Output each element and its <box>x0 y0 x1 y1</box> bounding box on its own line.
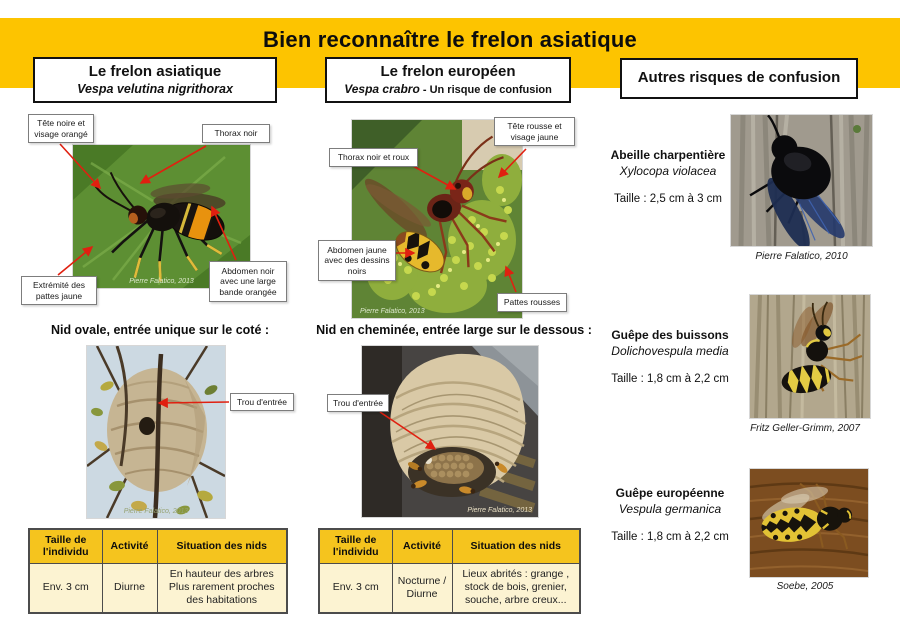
europeen-subtitle <box>344 82 552 98</box>
species-latin: Vespula germanica <box>618 501 722 516</box>
bush-wasp-illustration <box>750 295 870 418</box>
euro-situation: Lieux abrités : grange , stock de bois, grenier, souche, arbre creux... <box>452 563 580 613</box>
page-title: Bien reconnaître le frelon asiatique <box>263 27 637 52</box>
german-wasp-photo <box>750 469 868 577</box>
european-hornet-photo-credit: Pierre Falatico, 2013 <box>360 308 425 315</box>
callout-thorax-noir: Thorax noir <box>202 124 270 143</box>
europeen-subtitle-note: Un risque de confusion <box>429 83 552 96</box>
species-latin: Xylocopa violacea <box>619 163 717 178</box>
species-name: Guêpe des buissons <box>611 328 729 342</box>
callout-pattes-jaune: Extrémité des pattes jaune <box>21 276 97 305</box>
asian-nest-photo-credit: Pierre Falatico, 2013 <box>123 508 189 515</box>
carpenter-bee-photo <box>731 115 872 246</box>
euro-taille: Env. 3 cm <box>319 563 392 613</box>
asian-nest-heading: Nid ovale, entrée unique sur le coté : <box>50 323 270 337</box>
bush-wasp-credit: Fritz Geller-Grimm, 2007 <box>750 423 860 434</box>
header-autres-risques <box>620 58 858 99</box>
carpenter-bee-illustration <box>731 115 872 246</box>
callout-trou-entree-asia: Trou d'entrée <box>230 393 294 411</box>
europeen-title: Le frelon européen <box>380 62 516 80</box>
asian-nest-photo <box>87 346 225 518</box>
asian-nest-illustration <box>87 346 225 518</box>
asia-taille: Env. 3 cm <box>29 563 102 613</box>
species-guepe-europeenne <box>602 486 738 545</box>
species-size: Taille : 1,8 cm à 2,2 cm <box>611 373 729 386</box>
european-nest-heading: Nid en cheminée, entrée large sur le dessous : <box>316 323 592 337</box>
species-size: Taille : 2,5 cm à 3 cm <box>613 193 722 206</box>
header-frelon-europeen <box>325 57 571 103</box>
species-name: Guêpe européenne <box>615 486 725 500</box>
asian-hornet-photo-credit: Pierre Falatico, 2013 <box>129 278 194 285</box>
asia-col-taille: Taille de l'individu <box>29 529 102 563</box>
europeen-latin: Vespa crabro <box>344 81 420 96</box>
european-nest-photo <box>362 346 538 517</box>
callout-trou-entree-euro: Trou d'entrée <box>327 394 389 412</box>
asia-col-activite: Activité <box>102 529 157 563</box>
species-abeille-charpentiere <box>606 148 730 207</box>
european-hornet-table <box>318 528 581 614</box>
euro-col-activite: Activité <box>392 529 452 563</box>
table-row <box>319 563 580 613</box>
euro-activite: Nocturne / Diurne <box>392 563 452 613</box>
german-wasp-credit: Soebe, 2005 <box>776 581 834 592</box>
species-guepe-buissons <box>602 328 738 387</box>
bush-wasp-photo <box>750 295 870 418</box>
asia-activite: Diurne <box>102 563 157 613</box>
species-name: Abeille charpentière <box>610 148 726 162</box>
asiatique-latin: Vespa velutina nigrithorax <box>77 81 233 96</box>
asiatique-title: Le frelon asiatique <box>88 62 222 80</box>
europeen-subtitle-sep: - <box>422 83 427 96</box>
euro-col-situation: Situation des nids <box>452 529 580 563</box>
header-frelon-asiatique <box>33 57 277 103</box>
asia-situation: En hauteur des arbres Plus rarement proches des habitations <box>157 563 287 613</box>
species-latin: Dolichovespula media <box>611 343 729 358</box>
callout-tete-noire: Tête noire et visage orangé <box>28 114 94 143</box>
european-nest-photo-credit: Pierre Falatico, 2013 <box>467 507 532 514</box>
german-wasp-illustration <box>750 469 868 577</box>
table-row <box>29 563 287 613</box>
callout-abdomen-jaune: Abdomen jaune avec des dessins noirs <box>318 240 396 281</box>
asian-hornet-table <box>28 528 288 614</box>
callout-abdomen-noir: Abdomen noir avec une large bande orangée <box>209 261 287 302</box>
callout-thorax-noir-roux: Thorax noir et roux <box>329 148 418 167</box>
species-size: Taille : 1,8 cm à 2,2 cm <box>611 531 729 544</box>
asia-col-situation: Situation des nids <box>157 529 287 563</box>
carpenter-bee-credit: Pierre Falatico, 2010 <box>755 251 848 262</box>
autres-title: Autres risques de confusion <box>637 69 841 87</box>
callout-pattes-rousses: Pattes rousses <box>497 293 567 312</box>
callout-tete-rousse: Tête rousse et visage jaune <box>494 117 575 146</box>
european-nest-illustration <box>362 346 538 517</box>
euro-col-taille: Taille de l'individu <box>319 529 392 563</box>
